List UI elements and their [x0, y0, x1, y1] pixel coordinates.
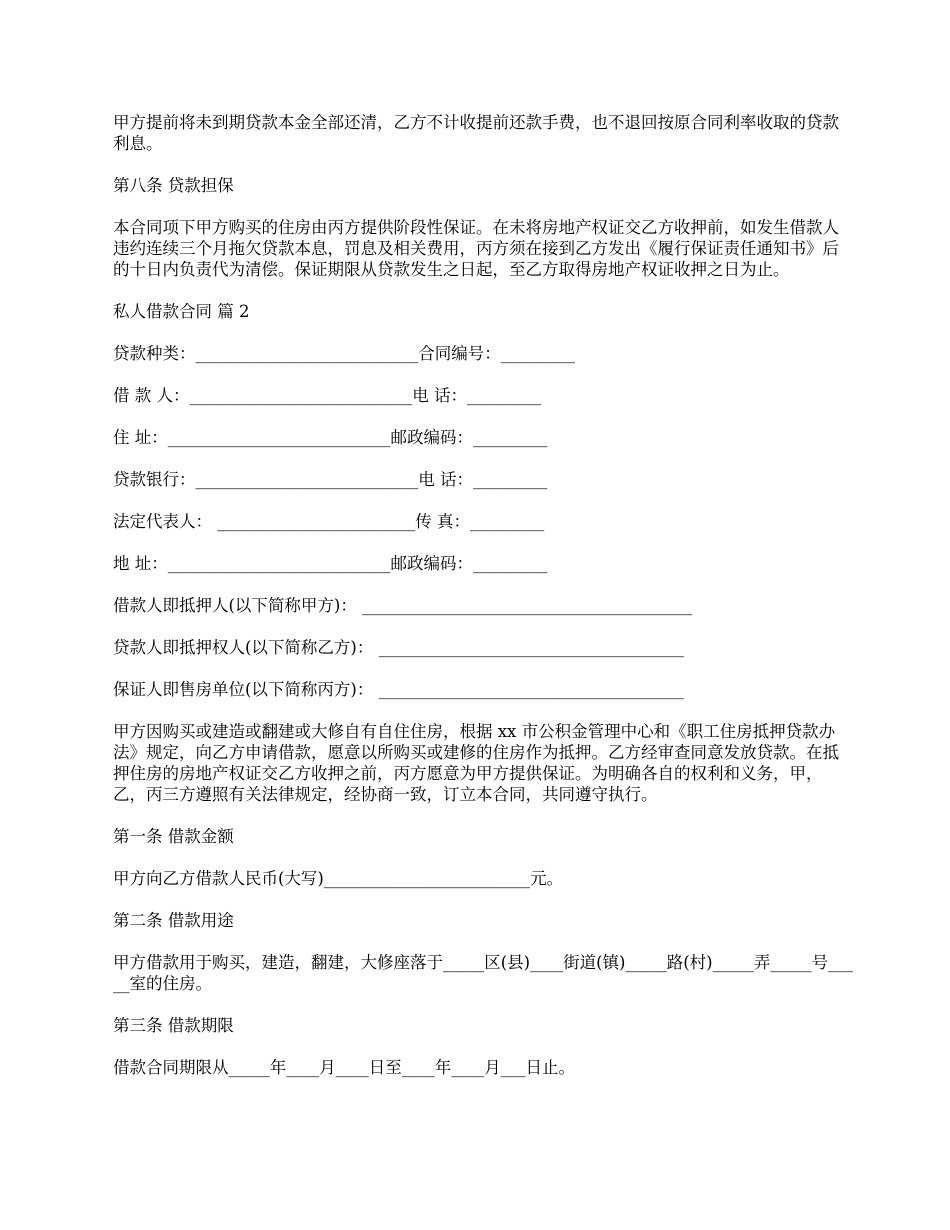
paragraph-preamble: 甲方因购买或建造或翻建或大修自有自住住房，根据 xx 市公积金管理中心和《职工住房抵押贷款办法》规定，向乙方申请借款，愿意以所购买或建修的住房作为抵押。乙方经审查同意发放贷款。在抵押住房的房地产权证交乙方收押之前，丙方愿意为甲方提供保证。为明确各自的权利和义务，甲，乙，丙三方遵照有关法律规定，经协商一致，订立本合同，共同遵守执行。 — [113, 722, 839, 804]
article-2-heading: 第二条 借款用途 — [113, 911, 234, 930]
field-legal-representative: 法定代表人： ________________________传 真：_________ — [113, 512, 545, 531]
paragraph-loan-amount: 甲方向乙方借款人民币(大写)_________________________元。 — [113, 869, 564, 888]
article-3-heading: 第三条 借款期限 — [113, 1016, 234, 1035]
article-8-heading: 第八条 贷款担保 — [113, 176, 234, 195]
field-location: 地 址：___________________________邮政编码：_________ — [113, 554, 548, 573]
paragraph-loan-purpose: 甲方借款用于购买，建造，翻建，大修座落于_____区(县)____街道(镇)_____路(村)_____弄_____号_____室的住房。 — [113, 953, 853, 993]
field-lending-bank: 贷款银行：___________________________电 话：_________ — [113, 470, 548, 489]
paragraph-loan-term: 借款合同期限从_____年____月____日至____年____月___日止。 — [113, 1058, 575, 1077]
field-mortgagee: 贷款人即抵押权人(以下简称乙方)： _____________________________________ — [113, 638, 684, 657]
section-2-heading: 私人借款合同 篇 2 — [113, 302, 250, 321]
paragraph-early-repayment: 甲方提前将未到期贷款本金全部还清，乙方不计收提前还款手费，也不退回按原合同利率收取的贷款利息。 — [113, 113, 839, 153]
article-1-heading: 第一条 借款金额 — [113, 827, 234, 846]
paragraph-guarantee: 本合同项下甲方购买的住房由丙方提供阶段性保证。在未将房地产权证交乙方收押前，如发生借款人违约连续三个月拖欠贷款本息，罚息及相关费用，丙方须在接到乙方发出《履行保证责任通知书》后的十日内负责代为清偿。保证期限从贷款发生之日起，至乙方取得房地产权证收押之日为止。 — [113, 218, 839, 279]
field-guarantor: 保证人即售房单位(以下简称丙方)： _____________________________________ — [113, 680, 684, 699]
field-address: 住 址：___________________________邮政编码：_________ — [113, 428, 548, 447]
field-borrower: 借 款 人：___________________________电 话：_________ — [113, 386, 542, 405]
field-loan-type: 贷款种类：___________________________合同编号：_________ — [113, 344, 575, 363]
document-page — [113, 112, 853, 1099]
field-mortgagor: 借款人即抵押人(以下简称甲方)： ________________________________________ — [113, 596, 693, 615]
